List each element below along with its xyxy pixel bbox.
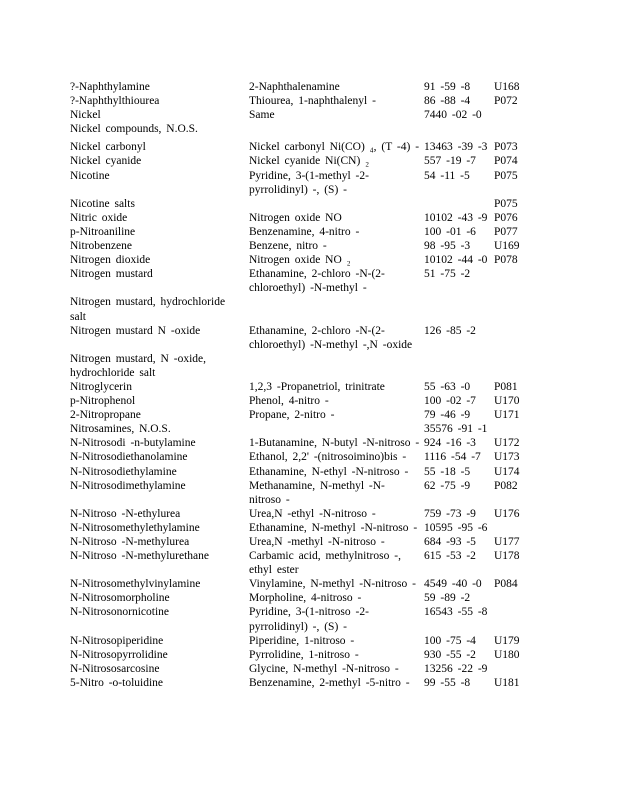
waste-code-cell: U168: [494, 81, 520, 93]
chemical-name-cell: [249, 465, 424, 479]
chemical-name-line: pyrrolidinyl) -, (S) -: [249, 620, 347, 633]
chemical-name-cell: [249, 94, 424, 108]
waste-name-line: N-Nitrosodiethanolamine: [70, 451, 188, 464]
chemical-name-line: Ethanol, 2,2' -(nitrosoimino)bis -: [249, 451, 407, 464]
waste-name-line: hydrochloride salt: [70, 366, 156, 379]
chemical-name-cell: [249, 169, 424, 197]
chemical-name-line: Phenol, 4-nitro -: [249, 395, 329, 408]
table-row: [70, 80, 540, 94]
table-row: [70, 436, 540, 450]
cas-number-cell: 98 -95 -3: [424, 240, 471, 253]
waste-name-line: Nicotine salts: [70, 197, 135, 210]
cas-number-cell: 1116 -54 -7: [424, 451, 481, 464]
table-row: [70, 450, 540, 464]
waste-name-cell: [70, 521, 249, 535]
table-row: [70, 197, 540, 211]
waste-name-cell: [70, 507, 249, 521]
table-row: [70, 225, 540, 239]
table-row: [70, 662, 540, 676]
chemical-name-cell: [249, 450, 424, 464]
chemical-name-cell: [249, 394, 424, 408]
chemical-name-cell: [249, 436, 424, 450]
table-row: [70, 380, 540, 394]
waste-name-line: N-Nitrosomorpholine: [70, 592, 170, 605]
waste-code-cell: U174: [494, 465, 520, 478]
table-row: [70, 154, 540, 168]
waste-name-line: Nitrogen mustard N -oxide: [70, 324, 201, 337]
waste-code-cell: P073: [494, 141, 518, 154]
chemical-name-cell: [249, 676, 424, 690]
chemical-name-cell: [249, 521, 424, 535]
chemical-name-line: Carbamic acid, methylnitroso -,: [249, 550, 401, 563]
table-row: [70, 634, 540, 648]
chemical-name-cell: [249, 253, 424, 267]
chemical-name-cell: [249, 211, 424, 225]
waste-name-line: N-Nitrosomethylvinylamine: [70, 578, 201, 591]
chemical-name-cell: [249, 408, 424, 422]
chemical-name-line: Urea,N -methyl -N-nitroso -: [249, 536, 385, 548]
cas-number-cell: 4549 -40 -0: [424, 578, 482, 591]
cas-number-cell: 10102 -44 -0: [424, 254, 488, 267]
waste-code-cell: P081: [494, 380, 518, 393]
waste-name-line: Nickel cyanide: [70, 155, 142, 168]
waste-code-cell: P082: [494, 479, 518, 492]
chemical-name-line: Nitrogen oxide NO ₂: [249, 254, 351, 267]
chemical-name-line: Vinylamine, N-methyl -N-nitroso -: [249, 578, 416, 591]
cas-number-cell: 10595 -95 -6: [424, 521, 488, 534]
table-row: [70, 465, 540, 479]
waste-name-line: Nicotine: [70, 169, 110, 182]
cas-number-cell: 100 -02 -7: [424, 395, 476, 408]
waste-code-cell: P074: [494, 155, 518, 168]
waste-name-line: N-Nitroso -N-ethylurea: [70, 507, 181, 520]
waste-table: [70, 80, 540, 690]
table-row: [70, 479, 540, 507]
waste-name-line: Nitrobenzene: [70, 240, 132, 253]
waste-name-line: N-Nitrosodiethylamine: [70, 465, 177, 478]
cas-number-cell: 13256 -22 -9: [424, 662, 488, 675]
waste-name-cell: [70, 154, 249, 168]
waste-name-cell: [70, 535, 249, 549]
waste-code-cell: U178: [494, 550, 520, 563]
table-row: [70, 140, 540, 154]
chemical-name-line: nitroso -: [249, 493, 290, 506]
cas-number-cell: 7440 -02 -0: [424, 109, 482, 122]
cas-number-cell: 100 -01 -6: [424, 225, 476, 238]
waste-name-line: Nickel: [70, 109, 101, 122]
waste-name-line: N-Nitrosonornicotine: [70, 606, 170, 619]
waste-name-cell: [70, 479, 249, 493]
waste-code-cell: P078: [494, 254, 518, 267]
waste-name-line: Nitrogen dioxide: [70, 254, 151, 267]
waste-code-cell: P072: [494, 95, 518, 108]
waste-name-cell: [70, 108, 249, 122]
waste-code-cell: U172: [494, 437, 520, 450]
waste-name-line: N-Nitrosodimethylamine: [70, 479, 186, 492]
waste-name-cell: [70, 549, 249, 563]
chemical-name-cell: [249, 154, 424, 168]
waste-name-line: Nitrogen mustard, N -oxide,: [70, 352, 206, 365]
chemical-name-cell: [249, 140, 424, 154]
waste-name-cell: [70, 408, 249, 422]
table-row: [70, 422, 540, 436]
waste-name-line: N-Nitrosomethylethylamine: [70, 521, 200, 534]
waste-name-cell: [70, 436, 249, 450]
waste-name-line: Nitrosamines, N.O.S.: [70, 423, 171, 436]
chemical-name-cell: [249, 267, 424, 295]
waste-name-cell: [70, 394, 249, 408]
table-row: [70, 94, 540, 108]
waste-code-cell: P076: [494, 211, 518, 224]
cas-number-cell: 86 -88 -4: [424, 95, 471, 108]
waste-code-cell: U181: [494, 676, 520, 689]
waste-name-cell: [70, 80, 249, 94]
chemical-name-line: ethyl ester: [249, 564, 299, 577]
waste-name-cell: [70, 169, 249, 183]
cas-number-cell: 924 -16 -3: [424, 437, 476, 450]
waste-code-cell: U177: [494, 536, 520, 548]
waste-name-cell: [70, 380, 249, 394]
waste-code-cell: U170: [494, 395, 520, 408]
cas-number-cell: 51 -75 -2: [424, 268, 471, 281]
chemical-name-cell: [249, 549, 424, 577]
waste-name-cell: [70, 676, 249, 690]
table-row: [70, 108, 540, 122]
cas-number-cell: 126 -85 -2: [424, 324, 476, 337]
waste-name-line: N-Nitrosopyrrolidine: [70, 648, 168, 661]
chemical-name-line: Pyridine, 3-(1-nitroso -2-: [249, 606, 369, 619]
chemical-name-line: Morpholine, 4-nitroso -: [249, 592, 362, 605]
cas-number-cell: 62 -75 -9: [424, 479, 471, 492]
waste-code-cell: U176: [494, 507, 520, 520]
chemical-name-line: 1,2,3 -Propanetriol, trinitrate: [249, 380, 385, 393]
waste-name-cell: [70, 422, 249, 436]
table-row: [70, 324, 540, 352]
cas-number-cell: 55 -18 -5: [424, 465, 471, 478]
waste-name-cell: [70, 140, 249, 154]
chemical-name-cell: [249, 605, 424, 633]
table-row: [70, 295, 540, 323]
waste-name-cell: [70, 197, 249, 211]
waste-name-line: Nitrogen mustard, hydrochloride: [70, 296, 226, 309]
chemical-name-cell: [249, 648, 424, 662]
chemical-name-line: chloroethyl) -N-methyl -: [249, 282, 367, 295]
waste-name-cell: [70, 122, 249, 136]
chemical-name-cell: [249, 80, 424, 94]
chemical-name-line: Benzene, nitro -: [249, 240, 327, 253]
waste-code-cell: U173: [494, 451, 520, 464]
waste-name-line: Nitrogen mustard: [70, 268, 153, 281]
waste-name-cell: [70, 225, 249, 239]
waste-name-cell: [70, 211, 249, 225]
chemical-name-line: chloroethyl) -N-methyl -,N -oxide: [249, 338, 413, 351]
table-row: [70, 521, 540, 535]
chemical-name-cell: [249, 479, 424, 507]
waste-name-line: p-Nitrophenol: [70, 395, 136, 408]
waste-code-cell: U171: [494, 409, 520, 422]
chemical-name-line: Benzenamine, 2-methyl -5-nitro -: [249, 676, 410, 689]
waste-name-line: ?-Naphthylthiourea: [70, 95, 160, 108]
chemical-name-cell: [249, 507, 424, 521]
waste-name-cell: [70, 662, 249, 676]
waste-name-cell: [70, 634, 249, 648]
waste-name-cell: [70, 591, 249, 605]
waste-code-cell: U169: [494, 240, 520, 253]
chemical-name-cell: [249, 662, 424, 676]
cas-number-cell: 99 -55 -8: [424, 676, 471, 689]
cas-number-cell: 13463 -39 -3: [424, 141, 488, 154]
waste-name-cell: [70, 239, 249, 253]
chemical-name-line: Thiourea, 1-naphthalenyl -: [249, 95, 376, 108]
chemical-name-line: Glycine, N-methyl -N-nitroso -: [249, 662, 399, 675]
waste-name-line: N-Nitroso -N-methylurethane: [70, 550, 210, 563]
table-row: [70, 549, 540, 577]
cas-number-cell: 10102 -43 -9: [424, 211, 488, 224]
chemical-name-cell: [249, 239, 424, 253]
chemical-name-cell: [249, 108, 424, 122]
cas-number-cell: 16543 -55 -8: [424, 606, 488, 619]
chemical-name-line: Same: [249, 109, 275, 122]
waste-code-cell: P075: [494, 169, 518, 182]
chemical-name-line: Ethanamine, N-methyl -N-nitroso -: [249, 521, 418, 534]
waste-name-cell: [70, 605, 249, 619]
table-row: [70, 169, 540, 197]
chemical-name-line: Urea,N -ethyl -N-nitroso -: [249, 507, 376, 520]
chemical-name-cell: [249, 535, 424, 549]
waste-name-line: N-Nitrosodi -n-butylamine: [70, 437, 196, 450]
table-row: [70, 577, 540, 591]
table-row: [70, 591, 540, 605]
waste-name-line: N-Nitroso -N-methylurea: [70, 536, 190, 548]
table-row: [70, 676, 540, 690]
chemical-name-line: Piperidine, 1-nitroso -: [249, 634, 355, 647]
table-row: [70, 408, 540, 422]
table-row: [70, 211, 540, 225]
cas-number-cell: 930 -55 -2: [424, 648, 476, 661]
waste-code-cell: P077: [494, 225, 518, 238]
waste-name-line: 5-Nitro -o-toluidine: [70, 676, 164, 689]
waste-code-cell: U179: [494, 634, 520, 647]
waste-code-cell: P084: [494, 578, 518, 591]
table-row: [70, 122, 540, 136]
waste-code-cell: P075: [494, 197, 518, 210]
chemical-name-line: Methanamine, N-methyl -N-: [249, 479, 385, 492]
chemical-name-line: 2-Naphthalenamine: [249, 81, 340, 93]
cas-number-cell: 55 -63 -0: [424, 380, 471, 393]
chemical-name-line: Ethanamine, 2-chloro -N-(2-: [249, 268, 385, 281]
waste-name-line: N-Nitrososarcosine: [70, 662, 160, 675]
waste-name-cell: [70, 577, 249, 591]
cas-number-cell: 59 -89 -2: [424, 592, 471, 605]
waste-name-cell: [70, 94, 249, 108]
waste-name-cell: [70, 352, 249, 380]
waste-name-cell: [70, 648, 249, 662]
table-row: [70, 605, 540, 633]
table-row: [70, 648, 540, 662]
cas-number-cell: 91 -59 -8: [424, 81, 471, 93]
chemical-name-line: Pyrrolidine, 1-nitroso -: [249, 648, 359, 661]
table-row: [70, 535, 540, 549]
chemical-name-line: pyrrolidinyl) -, (S) -: [249, 183, 347, 196]
waste-name-line: p-Nitroaniline: [70, 225, 136, 238]
waste-name-cell: [70, 295, 249, 323]
waste-name-line: 2-Nitropropane: [70, 409, 141, 422]
waste-name-line: ?-Naphthylamine: [70, 81, 150, 93]
chemical-name-cell: [249, 225, 424, 239]
cas-number-cell: 684 -93 -5: [424, 536, 476, 548]
cas-number-cell: 79 -46 -9: [424, 409, 471, 422]
waste-name-cell: [70, 450, 249, 464]
chemical-name-cell: [249, 591, 424, 605]
chemical-name-line: 1-Butanamine, N-butyl -N-nitroso -: [249, 437, 420, 450]
table-row: [70, 352, 540, 380]
waste-name-cell: [70, 253, 249, 267]
cas-number-cell: 557 -19 -7: [424, 155, 476, 168]
cas-number-cell: 615 -53 -2: [424, 550, 476, 563]
chemical-name-line: Nickel carbonyl Ni(CO) ₄, (T -4) -: [249, 141, 420, 154]
chemical-name-line: Ethanamine, 2-chloro -N-(2-: [249, 324, 385, 337]
waste-name-line: Nickel carbonyl: [70, 141, 146, 154]
chemical-name-cell: [249, 324, 424, 352]
chemical-name-line: Nickel cyanide Ni(CN) ₂: [249, 155, 370, 168]
chemical-name-cell: [249, 380, 424, 394]
waste-name-cell: [70, 267, 249, 281]
waste-name-cell: [70, 465, 249, 479]
table-row: [70, 253, 540, 267]
cas-number-cell: 54 -11 -5: [424, 169, 470, 182]
chemical-name-line: Ethanamine, N-ethyl -N-nitroso -: [249, 465, 409, 478]
waste-name-line: Nitric oxide: [70, 211, 128, 224]
chemical-name-cell: [249, 634, 424, 648]
waste-name-line: salt: [70, 310, 86, 323]
table-row: [70, 394, 540, 408]
waste-name-line: N-Nitrosopiperidine: [70, 634, 164, 647]
chemical-name-cell: [249, 577, 424, 591]
waste-code-cell: U180: [494, 648, 520, 661]
waste-name-cell: [70, 324, 249, 338]
table-row: [70, 267, 540, 295]
chemical-name-line: Nitrogen oxide NO: [249, 211, 342, 224]
table-row: [70, 239, 540, 253]
table-row: [70, 507, 540, 521]
waste-name-line: Nickel compounds, N.O.S.: [70, 123, 198, 136]
chemical-name-line: Benzenamine, 4-nitro -: [249, 225, 360, 238]
cas-number-cell: 100 -75 -4: [424, 634, 476, 647]
chemical-name-line: Pyridine, 3-(1-methyl -2-: [249, 169, 369, 182]
waste-name-line: Nitroglycerin: [70, 380, 132, 393]
cas-number-cell: 35576 -91 -1: [424, 423, 488, 436]
cas-number-cell: 759 -73 -9: [424, 507, 476, 520]
chemical-name-line: Propane, 2-nitro -: [249, 409, 335, 422]
